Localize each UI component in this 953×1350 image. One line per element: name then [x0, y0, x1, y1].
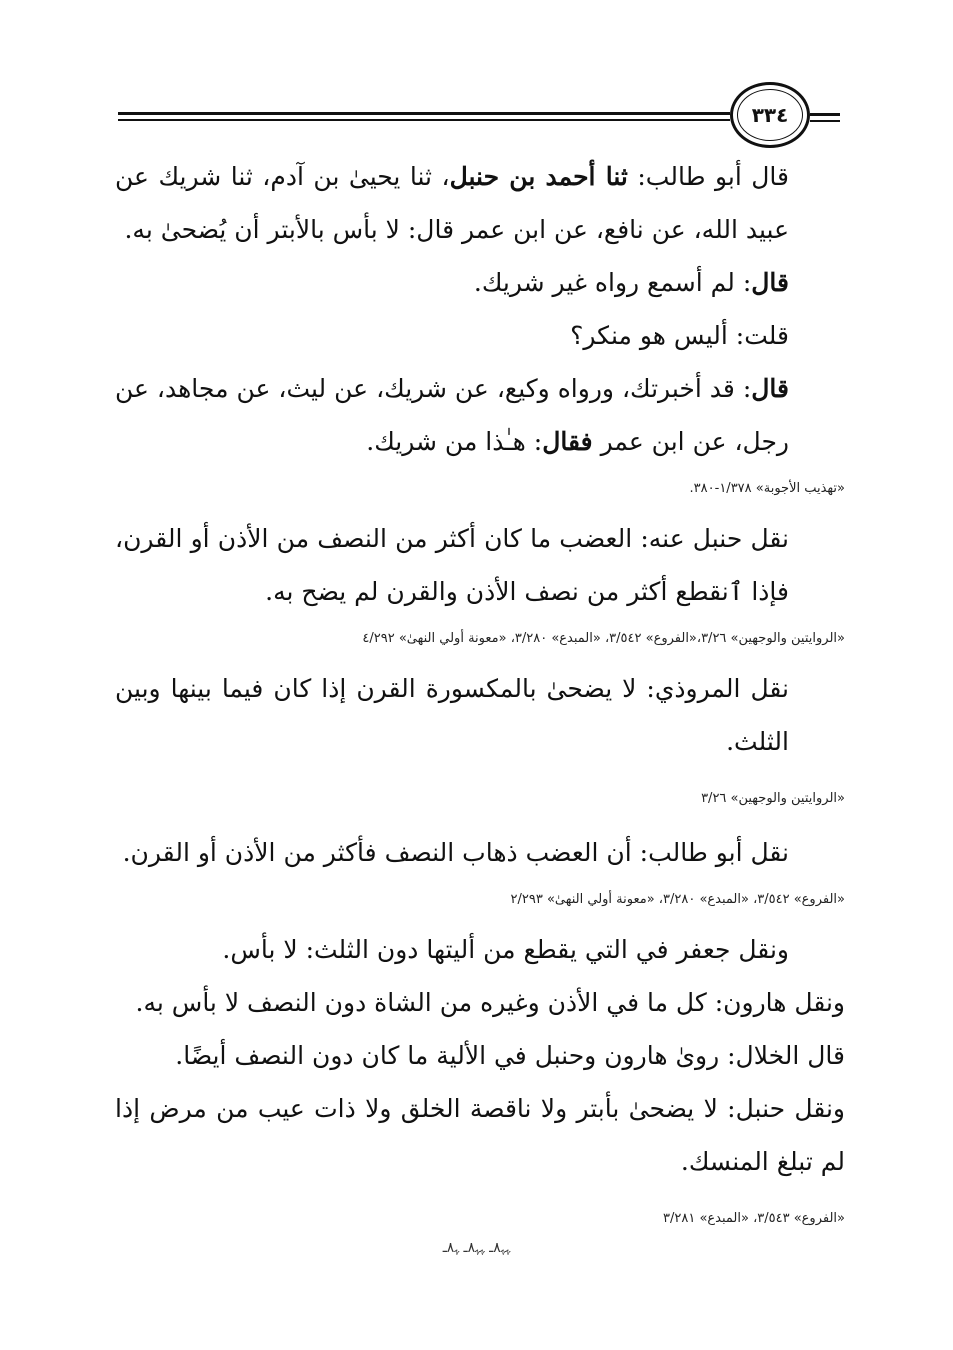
page-number-badge	[730, 82, 810, 148]
text-run: ونقل جعفر في التي يقطع من أليتها دون الثلث: لا بأس.	[222, 935, 789, 964]
bold-text-run: قال	[751, 268, 789, 297]
text-run: قلت: أليس هو منكر؟	[570, 321, 789, 350]
header-rule-right	[810, 113, 840, 116]
paragraph	[115, 1029, 845, 1082]
text-run: ونقل حنبل: لا يضحىٰ بأبتر ولا ناقصة الخلق ولا ذات عيب من مرض إذا لم تبلغ المنسك.	[115, 1094, 845, 1176]
source-citation: «الفروع» ٣/٥٤٢، «المبدع» ٣/٢٨٠، «معونة أولي النهىٰ» ٢/٢٩٣	[510, 892, 845, 907]
text-run: نقل المروذي: لا يضحىٰ بالمكسورة القرن إذا كان فيما بينها وبين الثلث.	[115, 674, 789, 756]
bold-text-run: فقال	[542, 427, 593, 456]
header-rule-thin	[118, 119, 730, 121]
page-header	[0, 80, 953, 150]
text-run: قال الخلال: روىٰ هارون وحنبل في الألية ما كان دون النصف أيضًا.	[175, 1041, 845, 1070]
paragraph	[115, 1082, 845, 1188]
paragraph	[115, 256, 845, 309]
page-number: ٣٣٤	[737, 89, 803, 141]
footer-ornament: ﮩﮩ٨ـ ﮩﮩ٨ـ ﮩ٨ـ	[442, 1240, 511, 1256]
source-citation: «الروايتين والوجهين» ٣/٢٦	[701, 791, 845, 806]
text-run: : قد أخبرتك، ورواه وكيع، عن شريك، عن ليث، عن مجاهد، عن رجل، عن ابن عمر	[115, 374, 789, 456]
bold-text-run: قال	[751, 374, 789, 403]
page-body	[115, 150, 845, 1246]
text-run: : هـٰذا من شريك.	[366, 427, 543, 456]
paragraph	[115, 512, 845, 618]
bold-text-run: ثنا أحمد بن حنبل	[449, 162, 628, 191]
paragraph	[115, 662, 845, 768]
text-run: ، ثنا يحيىٰ بن آدم، ثنا شريك عن عبيد الله، عن نافع، عن ابن عمر قال: لا بأس بالأبتر أن يُضحىٰ به.	[115, 162, 789, 244]
paragraph	[115, 309, 845, 362]
text-run: ونقل هارون: كل ما في الأذن وغيره من الشاة دون النصف لا بأس به.	[135, 988, 845, 1017]
text-run: نقل حنبل عنه: العضب ما كان أكثر من النصف من الأذن أو القرن، فإذا ٱنقطع أكثر من نصف الأذن والقرن لم يضح به.	[115, 524, 789, 606]
text-run: نقل أبو طالب: أن العضب ذهاب النصف فأكثر من الأذن أو القرن.	[122, 838, 789, 867]
text-run: قال أبو طالب:	[627, 162, 790, 191]
paragraph	[115, 362, 845, 468]
header-rule-right-thin	[810, 120, 840, 122]
source-citation: «الفروع» ٣/٥٤٣، «المبدع» ٣/٢٨١	[663, 1211, 845, 1226]
paragraph	[115, 826, 845, 879]
source-citation: «الروايتين والوجهين» ٣/٢٦،«الفروع» ٣/٥٤٢، «المبدع» ٣/٢٨٠، «معونة أولي النهىٰ» ٤/٢٩٢	[362, 631, 845, 646]
text-run: : لم أسمع رواه غير شريك.	[473, 268, 752, 297]
paragraph	[115, 976, 845, 1029]
paragraph	[115, 923, 845, 976]
source-citation: «تهذيب الأجوبة» ١/٣٧٨-٣٨٠.	[689, 481, 845, 496]
header-rule	[118, 112, 730, 115]
paragraph	[115, 150, 845, 256]
